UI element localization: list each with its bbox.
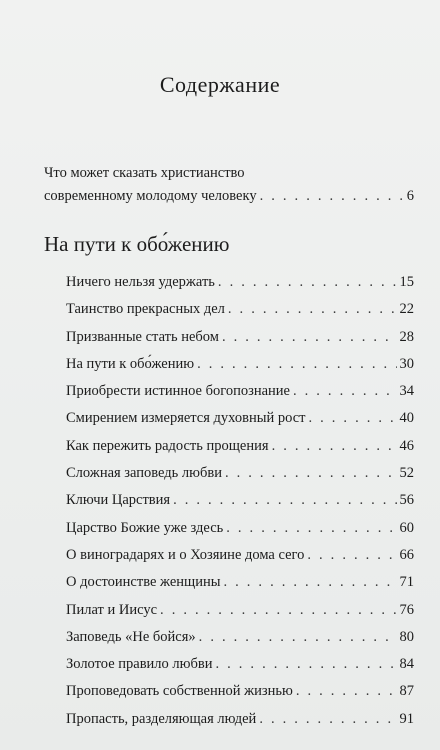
toc-entry-title: Сложная заповедь любви <box>66 465 222 482</box>
toc-entry <box>66 542 414 569</box>
toc-entry-page-number: 40 <box>399 410 414 427</box>
toc-entry-title: Пилат и Иисус <box>66 601 158 618</box>
toc-list <box>66 269 414 733</box>
toc-entry-page-number: 22 <box>399 301 414 318</box>
toc-entry-title: Пропасть, разделяющая людей <box>66 710 257 727</box>
dot-leader <box>199 624 397 651</box>
toc-entry-page-number: 60 <box>399 519 414 536</box>
toc-entry <box>66 597 414 624</box>
page-title: Содержание <box>159 72 281 97</box>
dot-leader <box>307 542 396 569</box>
dot-leader <box>197 351 396 378</box>
toc-entry <box>66 324 414 351</box>
dot-leader <box>308 405 396 432</box>
toc-entry <box>66 296 414 323</box>
toc-entry-page-number: 30 <box>399 355 414 372</box>
toc-entry-page-number: 28 <box>399 328 414 345</box>
toc-entry-title: О виноградарях и о Хозяине дома сего <box>66 546 305 563</box>
toc-entry-page-number: 46 <box>399 437 414 454</box>
toc-entry-page-number: 84 <box>399 656 414 673</box>
toc-entry-title: Царство Божие уже здесь <box>66 519 224 536</box>
toc-entry-page-number: 15 <box>399 274 414 290</box>
toc-entry-title: Ключи Царствия <box>66 492 171 509</box>
toc-entry-title: Призванные стать небом <box>66 328 219 345</box>
dot-leader <box>215 651 396 678</box>
dot-leader <box>218 269 397 296</box>
toc-entry <box>66 378 414 405</box>
toc-entry-page-number: 71 <box>399 574 414 591</box>
toc-entry-page-number: 91 <box>399 710 414 727</box>
dot-leader <box>259 706 396 733</box>
dot-leader <box>225 460 397 487</box>
toc-entry <box>66 351 414 378</box>
dot-leader <box>223 569 396 596</box>
toc-entry <box>66 651 414 678</box>
intro-entry-title-line1: Что может сказать христианство <box>44 165 245 181</box>
intro-entry <box>44 162 414 208</box>
dot-leader <box>222 324 397 351</box>
toc-entry <box>66 706 414 733</box>
toc-entry-page-number: 80 <box>399 628 414 645</box>
toc-entry-page-number: 66 <box>399 546 414 563</box>
dot-leader <box>160 597 396 624</box>
section-heading: На пути к обо́жению <box>44 232 230 256</box>
toc-entry-title: Таинство прекрасных дел <box>66 301 225 318</box>
toc-entry <box>66 460 414 487</box>
toc-entry-title: Как пережить радость прощения <box>66 437 269 454</box>
dot-leader <box>296 678 397 705</box>
toc-entry <box>66 515 414 542</box>
toc-entry <box>66 269 414 296</box>
dot-leader <box>260 185 404 208</box>
dot-leader <box>293 378 397 405</box>
toc-entry-title: Золотое правило любви <box>66 656 213 673</box>
toc-entry-title: Заповедь «Не бойся» <box>66 628 196 645</box>
toc-entry-page-number: 76 <box>399 601 414 618</box>
dot-leader <box>228 296 397 323</box>
toc-entry <box>66 433 414 460</box>
toc-entry <box>66 624 414 651</box>
toc-entry <box>66 487 414 514</box>
toc-entry <box>66 678 414 705</box>
toc-entry <box>66 405 414 432</box>
dot-leader <box>272 433 397 460</box>
toc-entry-title: Приобрести истинное богопознание <box>66 383 290 400</box>
toc-entry-title: О достоинстве женщины <box>66 574 221 591</box>
toc-entry-page-number: 34 <box>399 383 414 400</box>
toc-entry <box>66 569 414 596</box>
dot-leader <box>226 515 396 542</box>
toc-entry-title: Ничего нельзя удержать <box>66 274 215 290</box>
toc-entry-title: Смирением измеряется духовный рост <box>66 410 306 427</box>
intro-entry-title-line2: современному молодому человеку <box>44 188 257 204</box>
intro-entry-page-number: 6 <box>406 188 414 204</box>
toc-entry-title: Проповедовать собственной жизнью <box>66 683 293 700</box>
toc-entry-page-number: 52 <box>399 465 414 482</box>
toc-entry-title: На пути к обо́жению <box>66 355 195 372</box>
dot-leader <box>173 487 396 514</box>
toc-entry-page-number: 56 <box>399 492 414 509</box>
toc-entry-page-number: 87 <box>399 683 414 700</box>
intro-entry-row <box>44 185 414 208</box>
